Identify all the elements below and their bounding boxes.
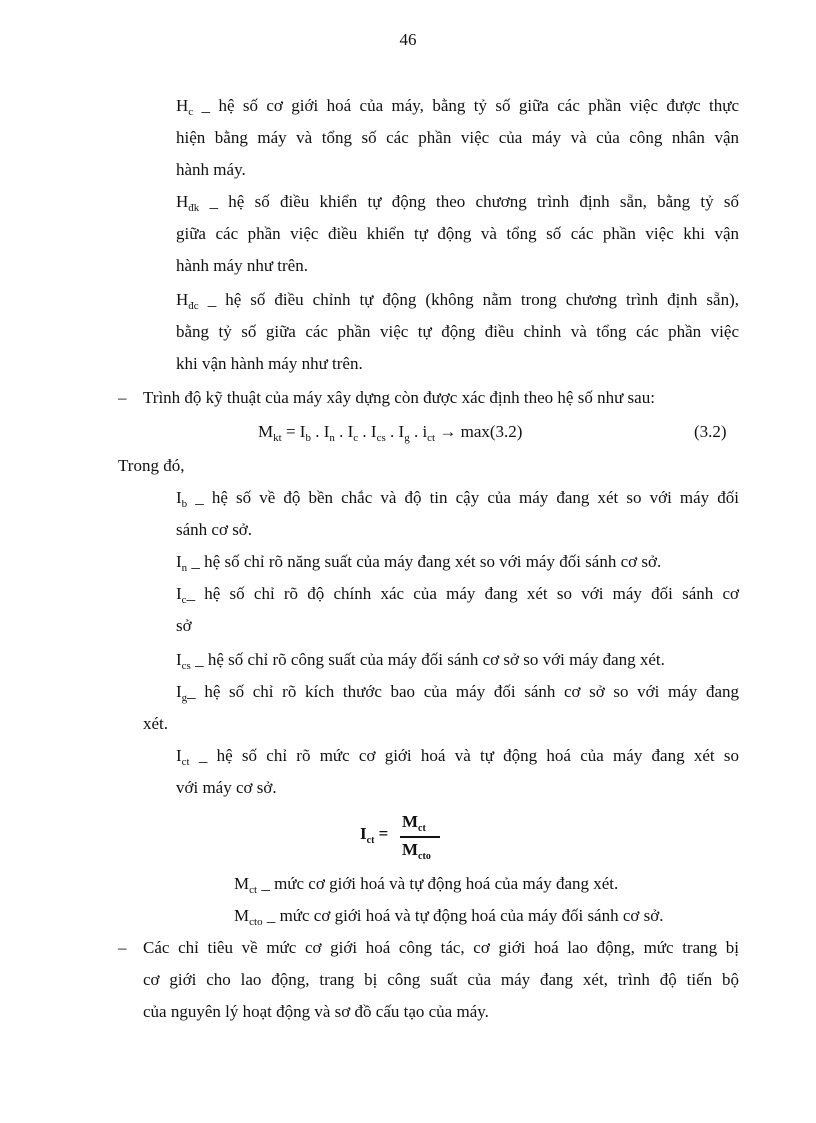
formula-tail: → max(3.2)	[435, 422, 523, 441]
fraction-lhs-sub: ct	[366, 835, 375, 846]
mcto-subscript: cto	[249, 916, 263, 928]
ic-text-1: _ hệ số chỉ rõ độ chính xác của máy đang xét so với máy đối sánh cơ	[186, 584, 739, 603]
fraction-den-symbol: M	[402, 840, 419, 859]
equation-number: (3.2)	[694, 422, 727, 441]
ict-line-2: với máy cơ sở.	[176, 778, 277, 797]
fraction-num-symbol: M	[402, 812, 419, 831]
ics-text: _ hệ số chỉ rõ công suất của máy đối sánh cơ sở so với máy đang xét.	[190, 650, 665, 669]
bullet-2-line-3: của nguyên lý hoạt động và sơ đồ cấu tạo của máy.	[143, 1002, 489, 1021]
bullet-dash-1: –	[118, 388, 127, 407]
bullet-1-text: Trình độ kỹ thuật của máy xây dựng còn được xác định theo hệ số như sau:	[143, 388, 655, 407]
mct-line	[234, 874, 618, 894]
bullet-2-line-1: Các chỉ tiêu về mức cơ giới hoá công tác, cơ giới hoá lao động, mức trang bị	[143, 938, 739, 957]
fraction-lhs-symbol: I	[360, 824, 367, 843]
mcto-line	[234, 906, 664, 926]
fraction-numerator	[402, 812, 426, 832]
hdk-text-1: _ hệ số điều khiển tự động theo chương trình định sẵn, bằng tỷ số	[199, 192, 739, 211]
formula-sub-g: g	[404, 432, 410, 444]
fraction-lhs	[360, 824, 388, 844]
ig-symbol: I	[176, 682, 182, 701]
fraction-equals: =	[374, 824, 389, 843]
hc-text-1: _ hệ số cơ giới hoá của máy, bằng tỷ số giữa các phần việc được thực	[193, 96, 739, 115]
ict-symbol: I	[176, 746, 182, 765]
fraction-bar	[400, 836, 440, 838]
mct-symbol: M	[234, 874, 250, 893]
mct-text: _ mức cơ giới hoá và tự động hoá của máy đang xét.	[257, 874, 619, 893]
formula-sub-n: n	[329, 432, 335, 444]
hdc-line-3: khi vận hành máy như trên.	[176, 354, 363, 373]
bullet-dash-2: –	[118, 938, 127, 957]
mct-subscript: ct	[249, 884, 258, 896]
hdk-subscript: đk	[188, 202, 200, 214]
hdc-line-1	[176, 290, 739, 310]
ict-subscript: ct	[181, 756, 190, 768]
formula-term-6: . i	[409, 422, 428, 441]
mcto-symbol: M	[234, 906, 250, 925]
hdk-line-2: giữa các phần việc điều khiển tự động và tổng số các phần việc khi vận	[176, 224, 739, 243]
hc-line-1	[176, 96, 739, 116]
ic-symbol: I	[176, 584, 182, 603]
page-number: 46	[399, 30, 417, 49]
formula-lhs-sub: kt	[273, 432, 282, 444]
ig-subscript: g	[181, 692, 188, 704]
ict-line-1	[176, 746, 739, 766]
ics-line	[176, 650, 665, 670]
fraction-denominator	[402, 840, 431, 860]
formula-term-2: . I	[310, 422, 330, 441]
ics-symbol: I	[176, 650, 182, 669]
formula-sub-cs: cs	[376, 432, 386, 444]
ib-subscript: b	[181, 498, 188, 510]
in-subscript: n	[181, 562, 188, 574]
ic-subscript: c	[181, 594, 187, 606]
ic-line-2: sở	[176, 616, 192, 635]
ib-symbol: I	[176, 488, 182, 507]
formula-sub-b: b	[305, 432, 311, 444]
ics-subscript: cs	[181, 660, 191, 672]
formula-sub-ct: ct	[427, 432, 436, 444]
formula-sub-c: c	[353, 432, 359, 444]
ig-line-1	[176, 682, 739, 702]
formula-term-4: . I	[358, 422, 377, 441]
formula-lhs: M	[258, 422, 274, 441]
mcto-text: _ mức cơ giới hoá và tự động hoá của máy đối sánh cơ sở.	[262, 906, 664, 925]
bullet-2-line-2: cơ giới cho lao động, trang bị công suất của máy đang xét, trình độ tiến bộ	[143, 970, 739, 989]
formula-term-3: . I	[334, 422, 354, 441]
hdc-symbol: H	[176, 290, 189, 309]
ib-line-1	[176, 488, 739, 508]
ict-text-1: _ hệ số chỉ rõ mức cơ giới hoá và tự động hoá của máy đang xét so	[189, 746, 739, 765]
hc-subscript: c	[188, 106, 194, 118]
hdc-text-1: _ hệ số điều chỉnh tự động (không nằm trong chương trình định sẵn),	[198, 290, 739, 309]
ib-line-2: sánh cơ sở.	[176, 520, 253, 539]
fraction-formula	[360, 812, 440, 862]
formula-term-5: . I	[385, 422, 405, 441]
hc-line-2: hiện bằng máy và tổng số các phần việc của máy và của công nhân vận	[176, 128, 739, 147]
in-line	[176, 552, 661, 572]
fraction-den-sub: cto	[418, 851, 431, 862]
ib-text-1: _ hệ số về độ bền chắc và độ tin cậy của máy đang xét so với máy đối	[187, 488, 739, 507]
hdc-subscript: đc	[188, 300, 199, 312]
hdk-symbol: H	[176, 192, 189, 211]
ic-line-1	[176, 584, 739, 604]
fraction-num-sub: ct	[418, 823, 426, 834]
ig-text-1: _ hệ số chỉ rõ kích thước bao của máy đối sánh cơ sở so với máy đang	[187, 682, 739, 701]
hc-symbol: H	[176, 96, 189, 115]
hc-line-3: hành máy.	[176, 160, 246, 179]
hdk-line-1	[176, 192, 739, 212]
hdc-line-2: bằng tỷ số giữa các phần việc tự động điều chỉnh và tổng các phần việc	[176, 322, 739, 341]
formula-3-2	[258, 422, 522, 442]
in-text: _ hệ số chỉ rõ năng suất của máy đang xét so với máy đối sánh cơ sở.	[187, 552, 662, 571]
ig-line-2: xét.	[143, 714, 169, 733]
hdk-line-3: hành máy như trên.	[176, 256, 308, 275]
formula-eq: = I	[281, 422, 306, 441]
trong-do-label: Trong đó,	[118, 456, 185, 475]
in-symbol: I	[176, 552, 182, 571]
